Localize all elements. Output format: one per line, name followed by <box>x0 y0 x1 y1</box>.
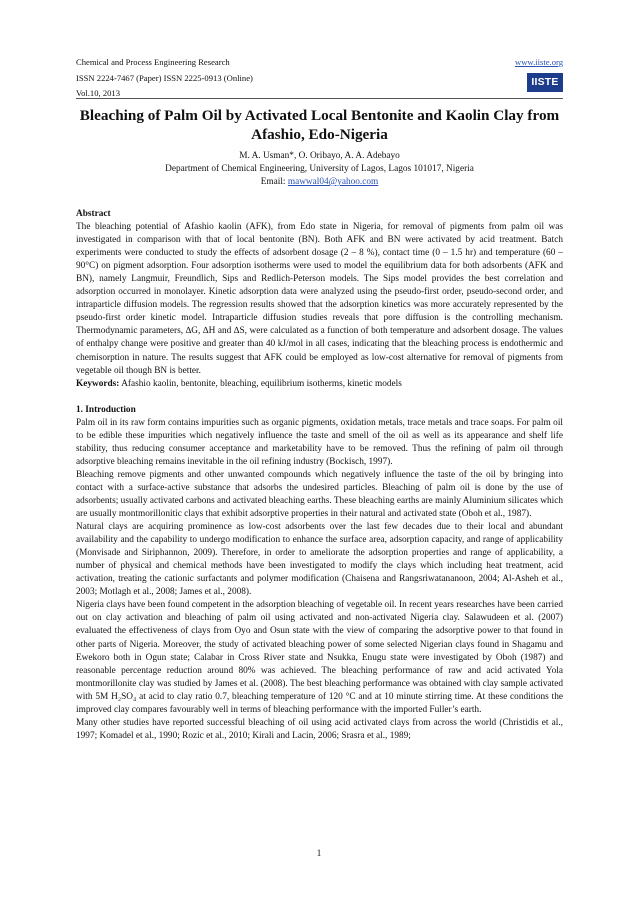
intro-paragraph: Natural clays are acquiring prominence as low-cost adsorbents over the last few decades due to their local and abundant availability and the capability to undergo modification to enhance the surface area, adsorption capacity, and range of applicability (Monvisade and Siriphannon, 2009). Therefore, in order to ameliorate the adsorption properties and range of applicability, a number of physical and chemical methods have been investigated to modify the clays which including heat treatment, acid activation, treating the cationic surfactants and polymer modification (Chaisena and Rangsriwatananoon, 2004; Al-Asheh et al., 2003; Motlagh et al., 2008; James et al., 2008). <box>76 522 563 598</box>
section-spacer <box>76 391 563 404</box>
journal-url-link[interactable]: www.iiste.org <box>515 57 563 67</box>
keywords-line <box>76 378 563 391</box>
iiste-logo: IISTE <box>527 73 563 92</box>
intro-paragraph: Palm oil in its raw form contains impurities such as organic pigments, oxidation metals, trace metals and trace soaps. For palm oil to be edible these impurities which negatively influence the taste and smell of the oil as well as its appearance and shelf life stability, thus reducing consumer acceptance and marketability have to be removed. Thus the refining of palm oil through adsorptive bleaching remains inevitable in the oil refining industry (Bockisch, 1997). <box>76 417 563 467</box>
author-names: M. A. Usman*, O. Oribayo, A. A. Adebayo <box>239 151 400 161</box>
email-link[interactable]: mawwal04@yahoo.com <box>287 177 379 187</box>
intro-paragraph: Many other studies have reported successful bleaching of oil using acid activated clays from across the world (Christidis et al., 1997; Komadel et al., 1990; Rozic et al., 2010; Kirali and Lacin, 2006; Srasra et al., 1989; <box>76 717 563 741</box>
journal-name: Chemical and Process Engineering Research <box>76 57 230 67</box>
issn-line: ISSN 2224-7467 (Paper) ISSN 2225-0913 (Online) <box>76 72 253 83</box>
intro-paragraph: Nigeria clays have been found competent in the adsorption bleaching of vegetable oil. In recent years researches have been carried out on clay activation and bleaching of palm oil using activated and non-activated Nigeria clay. Salawudeen et al. (2007) evaluated the effectiveness of clays from Oyo and Osun state with the view of comparing the adsorptive power to that found in other parts of Nigeria. Moreover, the study of activated bleaching power of some selected Nigerian clays found in Shagamu and Ewekoro both in Ogun state; Calabar in Cross River state and Nsukka, Enugu state were investigated by Oboh (1987) and reasonable percentage reduction around 80% was achieved. The bleaching performance of raw and acid activated Yola montmorillonite clay was studied by James et al. (2008). The best bleaching performance was obtained with clay sample activated with 5M H₂SO₄ at acid to clay ratio 0.7, bleaching temperature of 120 °C and at 10 minute stirring time. At these conditions the improved clay compares favourably well in terms of bleaching performance with the imported Fuller’s earth. <box>76 600 563 715</box>
abstract-heading: Abstract <box>76 209 111 219</box>
keywords-text: Afashio kaolin, bentonite, bleaching, equilibrium isotherms, kinetic models <box>119 378 402 389</box>
email-line <box>76 176 563 189</box>
paper-body <box>76 208 563 743</box>
running-header <box>76 55 563 102</box>
affiliation: Department of Chemical Engineering, University of Lagos, Lagos 101017, Nigeria <box>165 164 474 174</box>
intro-paragraph: Bleaching remove pigments and other unwanted compounds which negatively influence the taste of the oil by bringing into contact with a surface-active substance that adsorbs the undesired particles. Bleaching of palm oil is done by the use of adsorbents; usually activated carbons and activated bleaching earths. These bleaching earths are mainly Aluminium silicates which are usually montmorillonitic clays that exhibit adsorptive properties in their natural and activated state (Oboh et al., 1987). <box>76 469 563 520</box>
author-block <box>76 150 563 189</box>
volume-line: Vol.10, 2013 <box>76 88 121 98</box>
introduction-heading: 1. Introduction <box>76 404 136 415</box>
header-divider <box>76 98 563 99</box>
email-label: Email: <box>260 177 288 187</box>
page-number: 1 <box>316 848 322 858</box>
abstract-text: The bleaching potential of Afashio kaolin (AFK), from Edo state in Nigeria, for removal of pigments from palm oil was investigated in comparison with that of local bentonite (BN). Both AFK and BN were activated by acid treatment. Batch experiments were conducted to study the effects of adsorbent dosage (2 – 8 %), contact time (0 – 1.5 hr) and temperature (60 – 90°C) on pigment adsorption. Four adsorption isotherms were used to model the equilibrium data for both adsorbents (AFK and BN), namely Langmuir, Freundlich, Sips and Redlich-Peterson models. The Sips model provides the best correlation and adsorption occurred in monolayer. Kinetic adsorption data were analyzed using the pseudo-first order, pseudo-second order, and intraparticle diffusion models. The regression results showed that the adsorption kinetics was more accurately represented by the pseudo-first order kinetic model. Intraparticle diffusion studies reveals that pore diffusion is the controlling mechanism. Thermodynamic parameters, ∆G, ∆H and ∆S, were calculated as a function of both temperature and adsorbent dosage. The values of enthalpy change were positive and greater than 40 kJ/mol in all cases, indicating that the bleaching process is endothermic and chemisorption in nature. The results suggest that AFK could be employed as low-cost alternative for removal of pigments from vegetable oil though BN is better. <box>76 222 563 376</box>
paper-title: Bleaching of Palm Oil by Activated Local Bentonite and Kaolin Clay from Afashio, Edo-Nigeria <box>79 107 560 143</box>
keywords-label: Keywords: <box>76 378 120 389</box>
